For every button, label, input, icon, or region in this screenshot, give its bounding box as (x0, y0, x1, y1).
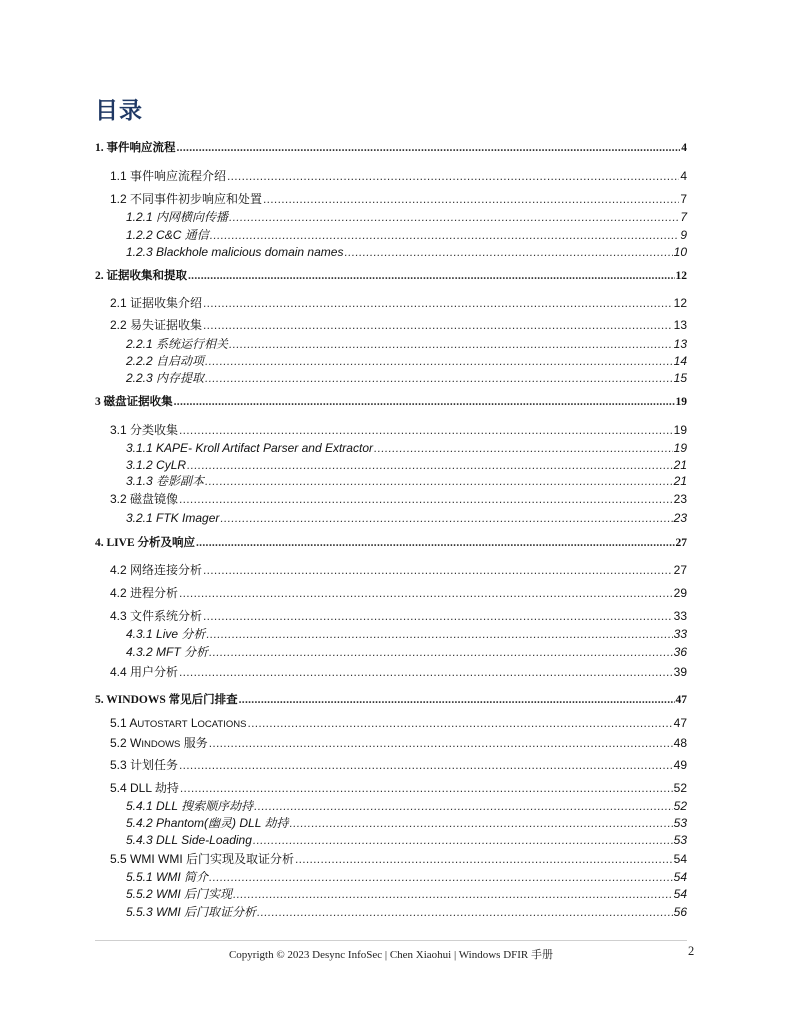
toc-entry[interactable] (126, 886, 687, 902)
toc-entry-title: 4.2 网络连接分析 (110, 563, 203, 577)
toc-entry-page: 54 (673, 870, 687, 884)
toc-entry[interactable] (110, 317, 687, 333)
toc-entry-page: 54 (673, 852, 687, 866)
toc-entry-page: 33 (673, 627, 687, 641)
toc-entry-page: 53 (673, 833, 687, 847)
toc-leader-dots (203, 317, 673, 333)
toc-leader-dots (205, 473, 673, 489)
toc-leader-dots (196, 535, 675, 551)
toc-entry-title: 2.1 证据收集介绍 (110, 296, 203, 310)
toc-entry-page: 21 (673, 458, 687, 472)
toc-entry-title: 1.1 事件响应流程介绍 (110, 169, 227, 183)
toc-leader-dots (180, 780, 673, 796)
toc-entry[interactable] (126, 815, 687, 831)
toc-entry-page: 29 (673, 586, 687, 600)
toc-entry-title: 4. LIVE 分析及响应 (95, 537, 195, 549)
toc-entry-page: 54 (673, 887, 687, 901)
toc-entry[interactable] (110, 608, 687, 624)
toc-entry-title: 2.2.3 内存提取 (126, 371, 205, 385)
toc-entry-title: 5.5.1 WMI 简介 (126, 870, 209, 884)
toc-entry-title: 5.1 AUTOSTART LOCATIONS (110, 716, 247, 730)
toc-entry[interactable] (95, 268, 687, 284)
toc-entry[interactable] (110, 757, 687, 773)
toc-entry-page: 12 (673, 296, 687, 310)
toc-entry[interactable] (110, 562, 687, 578)
toc-leader-dots (295, 851, 673, 867)
toc-entry-title: 5.5.3 WMI 后门取证分析 (126, 905, 257, 919)
toc-entry-page: 21 (673, 474, 687, 488)
toc-leader-dots (209, 735, 673, 751)
toc-leader-dots (220, 510, 672, 526)
toc-entry-page: 56 (673, 905, 687, 919)
toc-entry[interactable] (110, 191, 687, 207)
toc-entry-title: 5.5.2 WMI 后门实现 (126, 887, 233, 901)
toc-entry[interactable] (126, 353, 687, 369)
toc-leader-dots (177, 140, 681, 156)
toc-entry[interactable] (110, 715, 687, 731)
toc-leader-dots (179, 664, 673, 680)
toc-entry-title: 1.2 不同事件初步响应和处置 (110, 192, 263, 206)
toc-entry-page: 39 (673, 665, 687, 679)
toc-entry[interactable] (126, 370, 687, 386)
toc-entry-page: 4 (680, 169, 687, 183)
page-number: 2 (688, 944, 695, 958)
toc-leader-dots (203, 295, 673, 311)
toc-leader-dots (263, 191, 679, 207)
toc-entry[interactable] (110, 585, 687, 601)
toc-entry[interactable] (95, 140, 687, 156)
toc-entry-page: 12 (675, 270, 687, 282)
toc-leader-dots (253, 832, 673, 848)
toc-leader-dots (233, 886, 673, 902)
toc-leader-dots (344, 244, 672, 260)
toc-leader-dots (254, 798, 672, 814)
toc-entry[interactable] (110, 780, 687, 796)
toc-entry-page: 14 (673, 354, 687, 368)
toc-leader-dots (188, 268, 675, 284)
toc-entry[interactable] (110, 168, 687, 184)
toc-entry-page: 19 (675, 396, 687, 408)
toc-leader-dots (210, 227, 680, 243)
toc-entry[interactable] (126, 244, 687, 260)
toc-entry-page: 10 (673, 245, 687, 259)
toc-entry-title: 2.2.2 自启动项 (126, 354, 205, 368)
toc-entry-title: 4.4 用户分析 (110, 665, 179, 679)
toc-entry-page: 53 (673, 816, 687, 830)
toc-entry[interactable] (95, 394, 687, 410)
toc-entry-title: 2.2.1 系统运行相关 (126, 337, 229, 351)
toc-entry[interactable] (110, 851, 687, 867)
toc-leader-dots (205, 353, 673, 369)
toc-entry-page: 48 (673, 736, 687, 750)
toc-leader-dots (229, 209, 679, 225)
toc-entry[interactable] (126, 644, 687, 660)
toc-entry-page: 36 (673, 645, 687, 659)
toc-entry[interactable] (110, 422, 687, 438)
toc-entry-page: 23 (673, 492, 687, 506)
toc-entry[interactable] (126, 209, 687, 225)
toc-entry[interactable] (110, 664, 687, 680)
toc-entry-page: 23 (673, 511, 687, 525)
toc-entry-title: 5.4.1 DLL 搜索顺序劫持 (126, 799, 254, 813)
toc-leader-dots (229, 336, 673, 352)
toc-entry-title: 5.5 WMI WMI 后门实现及取证分析 (110, 852, 294, 866)
toc-leader-dots (374, 440, 673, 456)
toc-entry-page: 7 (680, 210, 687, 224)
toc-entry[interactable] (110, 735, 687, 751)
toc-entry-title: 3.1 分类收集 (110, 423, 179, 437)
toc-leader-dots (209, 644, 673, 660)
toc-entry-title: 3.2.1 FTK Imager (126, 511, 220, 525)
toc-leader-dots (205, 370, 673, 386)
footer-text: Copyrigth © 2023 Desync InfoSec | Chen Xiaohui | Windows DFIR 手册 (228, 949, 554, 961)
toc-entry[interactable] (126, 904, 687, 920)
toc-entry-page: 47 (673, 716, 687, 730)
toc-heading: 目录 (95, 97, 143, 123)
toc-entry-page: 27 (675, 537, 687, 549)
toc-leader-dots (239, 692, 675, 708)
toc-leader-dots (187, 457, 673, 473)
toc-entry-page: 4 (681, 142, 687, 154)
toc-entry-page: 27 (673, 563, 687, 577)
toc-entry-page: 52 (673, 799, 687, 813)
toc-entry-page: 52 (673, 781, 687, 795)
toc-entry-title: 1.2.3 Blackhole malicious domain names (126, 245, 344, 259)
toc-entry-page: 33 (673, 609, 687, 623)
toc-entry[interactable] (126, 510, 687, 526)
toc-entry-page: 13 (673, 337, 687, 351)
toc-entry-title: 1.2.1 内网横向传播 (126, 210, 229, 224)
toc-leader-dots (206, 626, 672, 642)
toc-entry-title: 4.2 进程分析 (110, 586, 179, 600)
toc-entry[interactable] (95, 692, 687, 708)
footer-divider (95, 940, 687, 941)
toc-entry-title: 1. 事件响应流程 (95, 142, 176, 154)
toc-entry-title: 1.2.2 C&C 通信 (126, 228, 209, 242)
toc-entry[interactable] (126, 336, 687, 352)
toc-leader-dots (257, 904, 673, 920)
toc-entry[interactable] (110, 295, 687, 311)
toc-entry[interactable] (126, 626, 687, 642)
toc-entry-page: 49 (673, 758, 687, 772)
toc-entry-page: 13 (673, 318, 687, 332)
toc-leader-dots (203, 562, 673, 578)
toc-entry-title: 5.3 计划任务 (110, 758, 179, 772)
toc-entry-page: 7 (680, 192, 687, 206)
toc-entry-page: 47 (675, 694, 687, 706)
toc-entry[interactable] (126, 832, 687, 848)
toc-leader-dots (179, 757, 673, 773)
toc-leader-dots (174, 394, 675, 410)
toc-entry-page: 19 (673, 441, 687, 455)
toc-entry-title: 3 磁盘证据收集 (95, 396, 173, 408)
toc-leader-dots (203, 608, 673, 624)
toc-entry-title: 2. 证据收集和提取 (95, 270, 187, 282)
toc-leader-dots (290, 815, 673, 831)
toc-leader-dots (247, 715, 672, 731)
toc-entry-title: 4.3.1 Live 分析 (126, 627, 206, 641)
toc-entry-title: 5.2 WINDOWS 服务 (110, 736, 208, 750)
toc-entry[interactable] (126, 473, 687, 489)
toc-leader-dots (179, 422, 673, 438)
toc-entry[interactable] (126, 798, 687, 814)
toc-entry[interactable] (95, 535, 687, 551)
toc-entry-title: 4.3 文件系统分析 (110, 609, 203, 623)
toc-leader-dots (179, 585, 673, 601)
toc-entry-page: 19 (673, 423, 687, 437)
toc-entry-page: 9 (680, 228, 687, 242)
toc-leader-dots (179, 491, 673, 507)
toc-entry[interactable] (126, 227, 687, 243)
toc-entry[interactable] (126, 440, 687, 456)
toc-entry-title: 5.4.2 Phantom(幽灵) DLL 劫持 (126, 816, 289, 830)
toc-entry-title: 3.1.1 KAPE- Kroll Artifact Parser and Extractor (126, 441, 373, 455)
toc-entry-title: 5.4.3 DLL Side-Loading (126, 833, 252, 847)
toc-entry-title: 5.4 DLL 劫持 (110, 781, 179, 795)
toc-entry-title: 3.1.2 CyLR (126, 458, 187, 472)
toc-entry[interactable] (110, 491, 687, 507)
toc-entry-title: 2.2 易失证据收集 (110, 318, 203, 332)
toc-entry[interactable] (126, 457, 687, 473)
toc-entry-title: 3.2 磁盘镜像 (110, 492, 179, 506)
toc-entry-page: 15 (673, 371, 687, 385)
toc-entry-title: 4.3.2 MFT 分析 (126, 645, 209, 659)
toc-leader-dots (209, 869, 673, 885)
toc-entry-title: 5. WINDOWS 常见后门排查 (95, 694, 238, 706)
toc-entry[interactable] (126, 869, 687, 885)
toc-entry-title: 3.1.3 卷影副本 (126, 474, 205, 488)
toc-leader-dots (227, 168, 679, 184)
